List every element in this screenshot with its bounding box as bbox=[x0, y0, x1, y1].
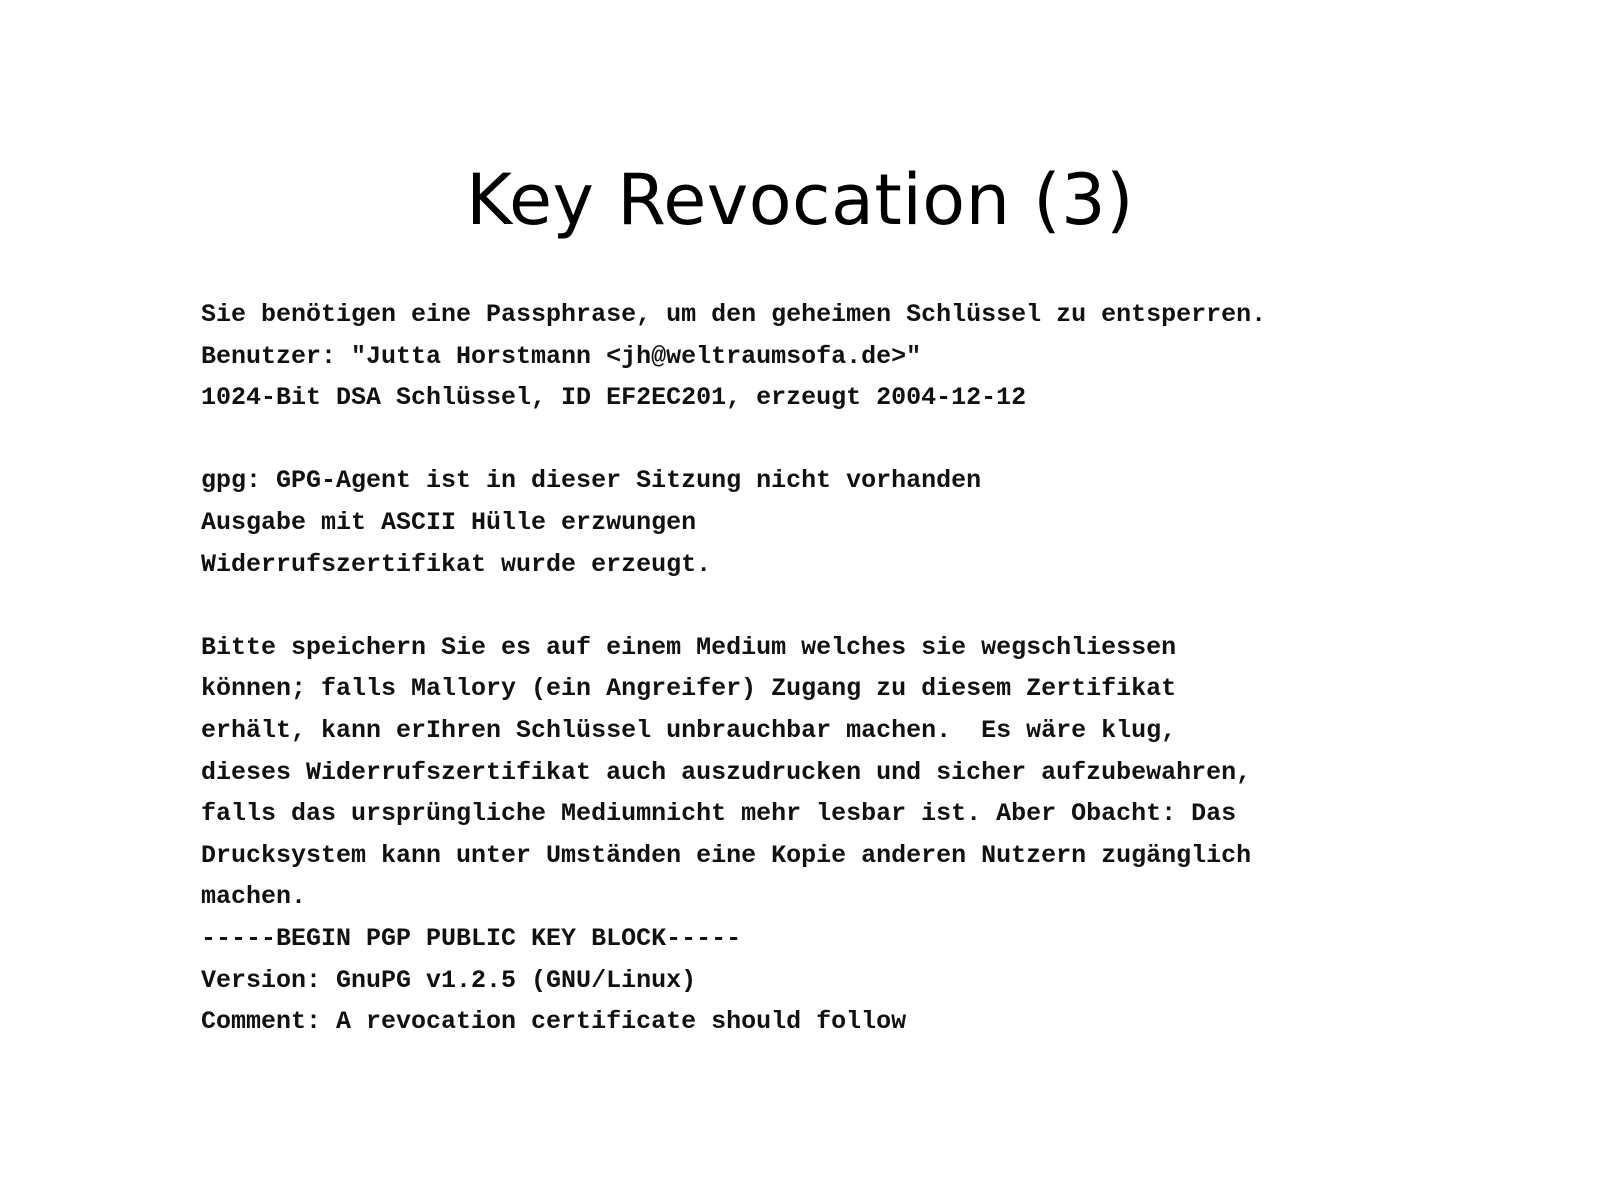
warning-line: erhält, kann erIhren Schlüssel unbrauchbar machen. Es wäre klug, bbox=[201, 715, 1177, 745]
pgp-begin-line: -----BEGIN PGP PUBLIC KEY BLOCK----- bbox=[201, 923, 742, 953]
gpg-agent-line: gpg: GPG-Agent ist in dieser Sitzung nicht vorhanden bbox=[201, 466, 982, 496]
passphrase-prompt-line: Sie benötigen eine Passphrase, um den geheimen Schlüssel zu entsperren. bbox=[201, 300, 1267, 329]
slide-title: Key Revocation (3) bbox=[466, 159, 1134, 241]
blank-line bbox=[201, 419, 1501, 461]
warning-line: dieses Widerrufszertifikat auch auszudrucken und sicher aufzubewahren, bbox=[201, 757, 1252, 787]
warning-line: machen. bbox=[201, 882, 307, 912]
pgp-comment-line: Comment: A revocation certificate should follow bbox=[201, 1007, 907, 1037]
user-line: Benutzer: "Jutta Horstmann <jh@weltraumsofa.de>" bbox=[201, 341, 922, 371]
certificate-created-line: Widerrufszertifikat wurde erzeugt. bbox=[201, 549, 712, 579]
warning-line: können; falls Mallory (ein Angreifer) Zugang zu diesem Zertifikat bbox=[201, 674, 1177, 704]
warning-line: Bitte speichern Sie es auf einem Medium welches sie wegschliessen bbox=[201, 632, 1177, 662]
warning-line: Drucksystem kann unter Umständen eine Kopie anderen Nutzern zugänglich bbox=[201, 840, 1252, 870]
pgp-version-line: Version: GnuPG v1.2.5 (GNU/Linux) bbox=[201, 965, 697, 995]
blank-line bbox=[201, 585, 1501, 627]
key-info-line: 1024-Bit DSA Schlüssel, ID EF2EC201, erzeugt 2004-12-12 bbox=[201, 383, 1027, 413]
ascii-armor-line: Ausgabe mit ASCII Hülle erzwungen bbox=[201, 507, 697, 537]
terminal-output bbox=[201, 294, 1501, 1043]
warning-line: falls das ursprüngliche Mediumnicht mehr lesbar ist. Aber Obacht: Das bbox=[201, 799, 1237, 829]
